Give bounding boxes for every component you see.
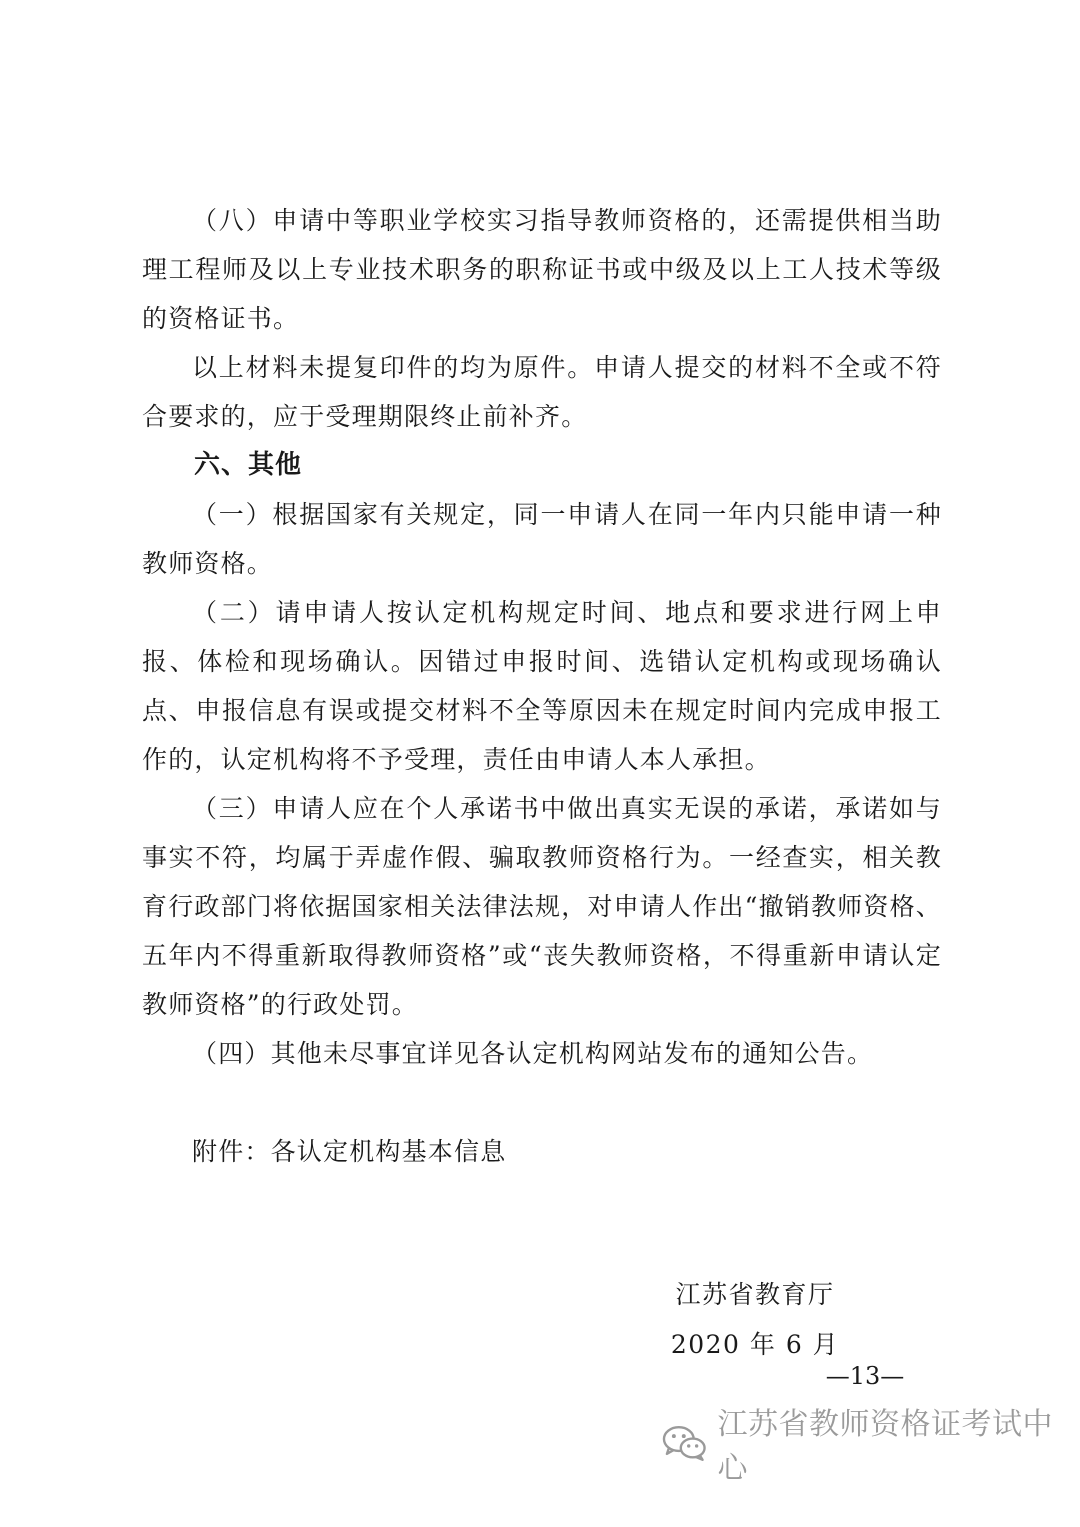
paragraph-other-1: （一）根据国家有关规定，同一申请人在同一年内只能申请一种教师资格。 [142,500,942,578]
paragraph-item-8: （八）申请中等职业学校实习指导教师资格的，还需提供相当助理工程师及以上专业技术职务的职称证书或中级及以上工人技术等级的资格证书。 [142,206,942,333]
document-body [142,196,942,1176]
blank-line [142,1078,942,1127]
signature-organization: 江苏省教育厅 [675,1280,835,1309]
paragraph-other-4: （四）其他未尽事宜详见各认定机构网站发布的通知公告。 [192,1039,874,1068]
signature-block [640,1270,870,1370]
watermark-text: 江苏省教师资格证考试中心 [717,1407,1054,1486]
attachment-line: 附件：各认定机构基本信息 [192,1137,507,1166]
section-heading-other: 六、其他 [194,450,303,480]
watermark [660,1407,1080,1486]
wechat-icon [660,1423,710,1463]
paragraph-materials-note: 以上材料未提复印件的均为原件。申请人提交的材料不全或不符合要求的，应于受理期限终止前补齐。 [142,353,942,431]
page-number: —13— [825,1362,905,1390]
paragraph-other-2: （二）请申请人按认定机构规定时间、地点和要求进行网上申报、体检和现场确认。因错过申报时间、选错认定机构或现场确认点、申报信息有误或提交材料不全等原因未在规定时间内完成申报工作的，认定机构将不予受理，责任由申请人本人承担。 [142,598,942,774]
paragraph-other-3: （三）申请人应在个人承诺书中做出真实无误的承诺，承诺如与事实不符，均属于弄虚作假、骗取教师资格行为。一经查实，相关教育行政部门将依据国家相关法律法规，对申请人作出“撤销教师资格、五年内不得重新取得教师资格”或“丧失教师资格，不得重新申请认定教师资格”的行政处罚。 [142,794,942,1019]
signature-date: 2020 年 6 月 [670,1330,840,1359]
